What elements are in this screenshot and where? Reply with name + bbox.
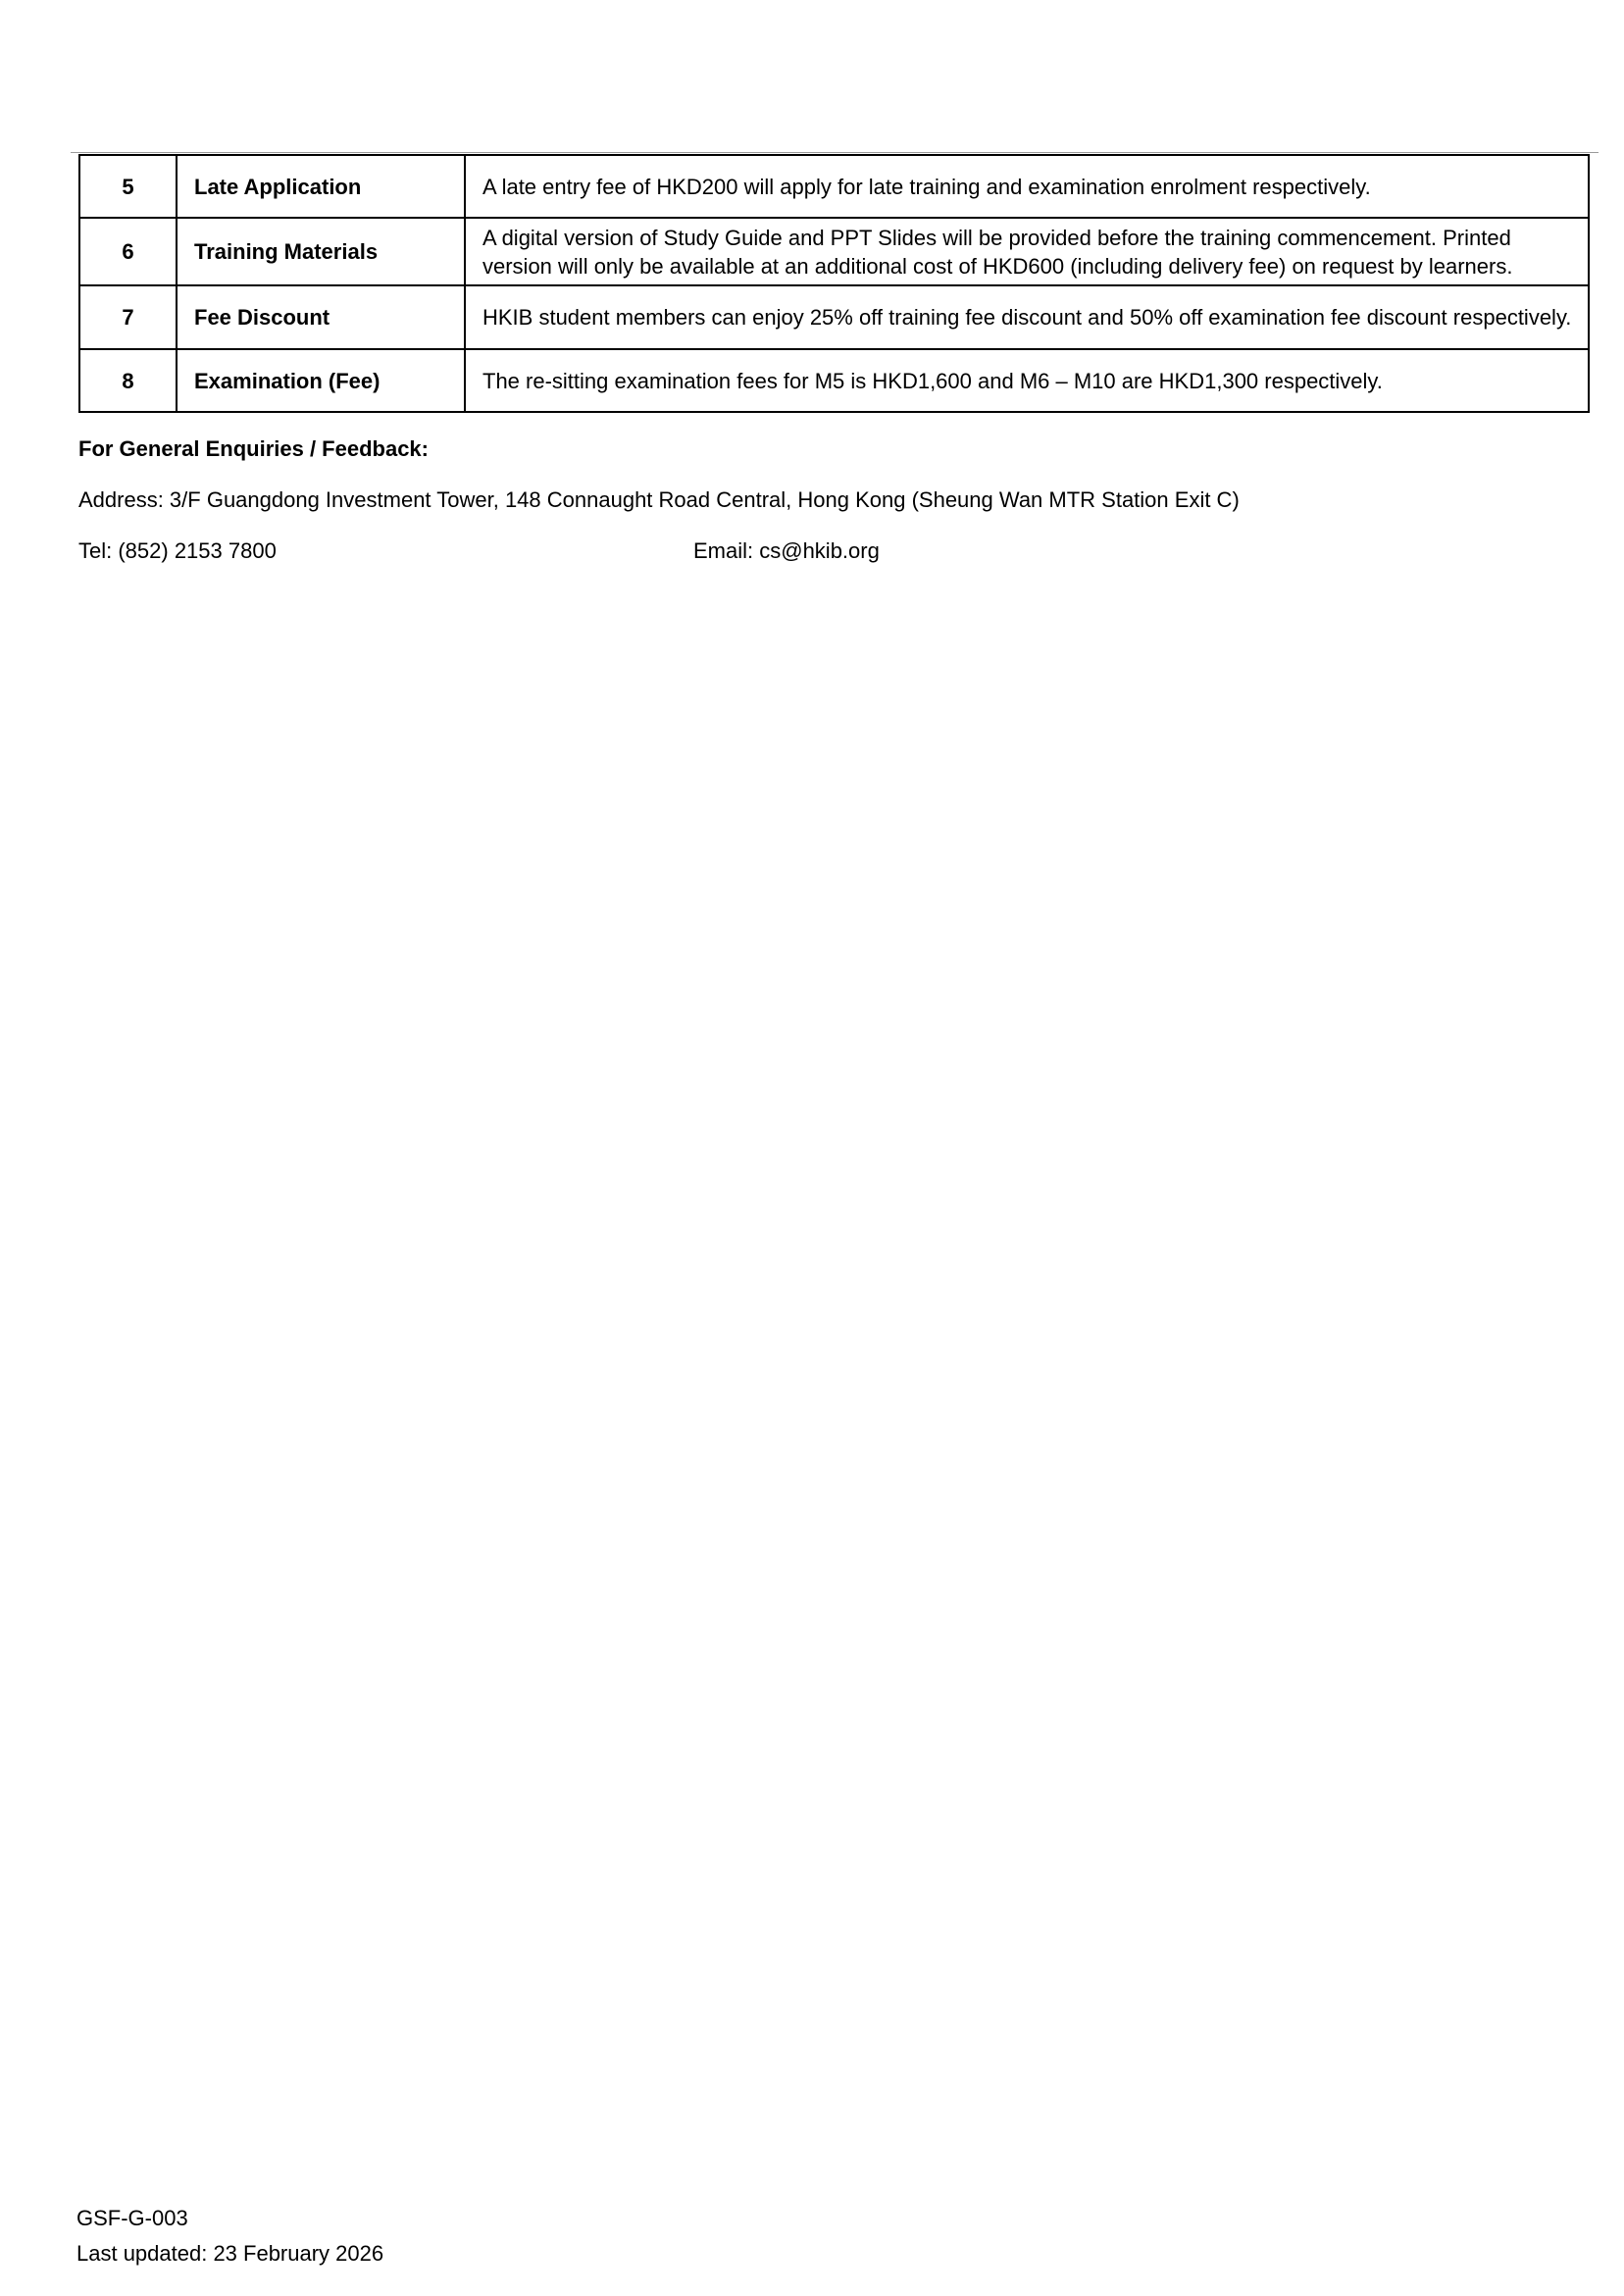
- fees-notes-table: [78, 154, 1590, 413]
- row-number: 5: [79, 155, 177, 218]
- document-footer: [76, 2201, 383, 2271]
- row-description: HKIB student members can enjoy 25% off training fee discount and 50% off examination fee discount respectively.: [465, 285, 1589, 349]
- contact-line: [78, 537, 1589, 565]
- address-line: Address: 3/F Guangdong Investment Tower, 148 Connaught Road Central, Hong Kong (Sheung Wan MTR Station Exit C): [78, 487, 1240, 512]
- row-number: 8: [79, 349, 177, 412]
- row-number: 7: [79, 285, 177, 349]
- page-break-line: [71, 152, 1599, 153]
- tel-text: Tel: (852) 2153 7800: [78, 538, 277, 563]
- table-row: [79, 349, 1589, 412]
- row-description: A late entry fee of HKD200 will apply for late training and examination enrolment respectively.: [465, 155, 1589, 218]
- table-row: [79, 155, 1589, 218]
- table-row: [79, 218, 1589, 285]
- enquiries-heading: For General Enquiries / Feedback:: [78, 436, 429, 461]
- table-row: [79, 285, 1589, 349]
- row-label: Fee Discount: [177, 285, 465, 349]
- email-text: Email: cs@hkib.org: [693, 538, 880, 563]
- doc-code: GSF-G-003: [76, 2206, 188, 2230]
- row-label: Training Materials: [177, 218, 465, 285]
- row-label: Examination (Fee): [177, 349, 465, 412]
- row-description: The re-sitting examination fees for M5 is HKD1,600 and M6 – M10 are HKD1,300 respectively.: [465, 349, 1589, 412]
- row-number: 6: [79, 218, 177, 285]
- last-updated: Last updated: 23 February 2026: [76, 2241, 384, 2266]
- row-label: Late Application: [177, 155, 465, 218]
- row-description: A digital version of Study Guide and PPT Slides will be provided before the training commencement. Printed version will only be available at an additional cost of HKD600 (including delivery fee) on request by learners.: [465, 218, 1589, 285]
